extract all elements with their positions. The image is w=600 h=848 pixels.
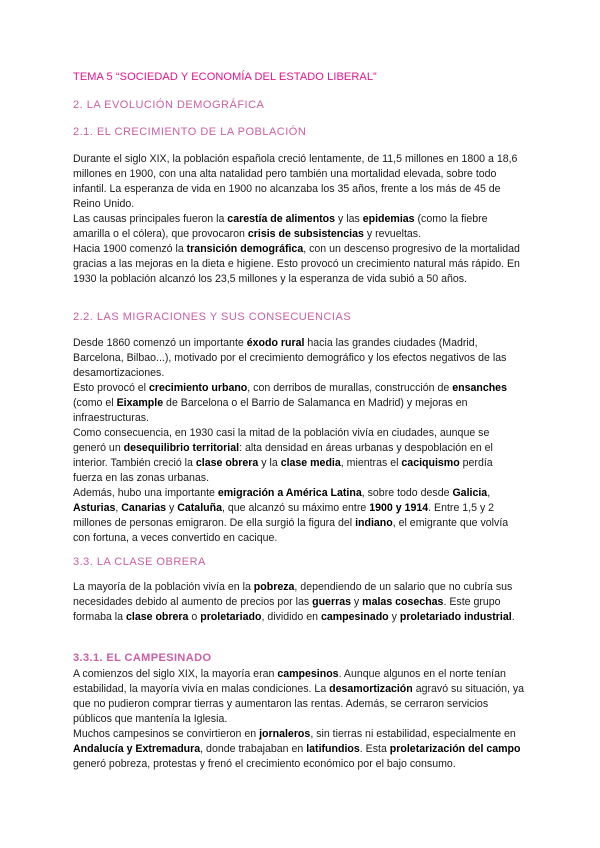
bold-term: campesinado [320,611,389,623]
heading-population-growth: 2.1. EL CRECIMIENTO DE LA POBLACIÓN [73,126,307,138]
paragraph [73,580,525,625]
bold-term: crisis de subsistencias [247,228,364,240]
text-run: , mientras el [340,457,402,469]
bold-term: clase media [280,457,341,469]
bold-term: Eixample [116,397,164,409]
peasantry-section [73,667,525,772]
text-run: , [487,487,491,499]
text-run: : alta densidad en áreas urbanas y despoblación en el interior. También creció la [73,442,493,469]
text-run: Además, hubo una importante [73,487,218,499]
text-run: o [188,611,201,623]
bold-term: proletariado industrial [399,611,512,623]
text-run: , sin tierras ni estabilidad, especialmente en [310,728,516,740]
bold-term: transición demográfica [186,243,304,255]
heading-working-class: 3.3. LA CLASE OBRERA [73,556,206,568]
text-run: Durante el siglo XIX, la población española creció lentamente, de 11,5 millones en 1800 a 18,6 millones en 1900, con una alta natalidad pero también una mortalidad elevada, sobre todo infantil. La esperanza de vida en 1900 no alcanzaba los 35 años, frente a los más de 45 de Reino Unido. [73,153,518,210]
bold-term: indiano [355,517,393,529]
bold-term: 1900 y 1914 [369,502,429,514]
paragraph [73,381,525,426]
bold-term: crecimiento urbano [148,382,248,394]
bold-term: emigración a América Latina [217,487,362,499]
migrations-section [73,336,525,546]
bold-term: Andalucía y Extremadura [73,743,201,755]
text-run: de Barcelona o el Barrio de Salamanca en Madrid) y mejoras en infraestructuras. [73,397,468,424]
text-run: y revueltas. [363,228,422,240]
bold-term: caciquismo [401,457,460,469]
text-run: y las [335,213,363,225]
text-run: y [388,611,400,623]
text-run: , dependiendo de un salario que no cubría sus necesidades debido al aumento de precios por las [73,581,513,608]
heading-migrations: 2.2. LAS MIGRACIONES Y SUS CONSECUENCIAS [73,311,352,323]
bold-term: proletarización del campo [389,743,521,755]
text-run: Como consecuencia, en 1930 casi la mitad de la población vivía en ciudades, aunque se generó un [73,427,490,454]
text-run: Desde 1860 comenzó un importante [73,337,247,349]
paragraph [73,336,525,381]
text-run: . Este grupo formaba la [73,596,501,623]
text-run: , dividido en [261,611,321,623]
text-run: perdía fuerza en las zonas urbanas. [73,457,493,484]
bold-term: carestía de alimentos [227,213,336,225]
paragraph [73,486,525,546]
document-title: TEMA 5 “SOCIEDAD Y ECONOMÍA DEL ESTADO LIBERAL” [73,71,377,83]
text-run: Muchos campesinos se convirtieron en [73,728,260,740]
text-run: , con derribos de murallas, construcción de [247,382,453,394]
bold-term: desamortización [329,683,413,695]
bold-term: clase obrera [126,611,189,623]
bold-term: latifundios [306,743,360,755]
paragraph [73,242,525,287]
paragraph [73,426,525,486]
bold-term: malas cosechas [362,596,444,608]
bold-term: éxodo rural [246,337,305,349]
bold-term: clase obrera [195,457,259,469]
bold-term: Cataluña [177,502,222,514]
text-run: (como la fiebre amarilla o el cólera), que provocaron [73,213,488,240]
text-run: La mayoría de la población vivía en la [73,581,254,593]
heading-demographic-evolution: 2. LA EVOLUCIÓN DEMOGRÁFICA [73,99,265,111]
text-run: (como el [73,397,117,409]
text-run: , que alcanzó su máximo entre [221,502,370,514]
paragraph [73,212,525,242]
text-run: . Aunque algunos en el norte tenían estabilidad, la mayoría vivía en malas condiciones. La [73,668,506,695]
text-run: . Entre 1,5 y 2 millones de personas emigraron. De ella surgió la figura del [73,502,495,529]
text-run: . Esta [359,743,390,755]
bold-term: guerras [312,596,351,608]
text-run: , con un descenso progresivo de la mortalidad gracias a las mejoras en la dieta e higiene. Esto provocó un crecimiento natural más rápido. En 1930 la población alcanzó los 23,5 millones y la esperanza de vida subió a 50 años. [73,243,520,285]
paragraph [73,727,525,772]
text-run: , donde trabajaban en [200,743,307,755]
paragraph [73,152,525,212]
bold-term: Galicia [452,487,488,499]
text-run: y [350,596,363,608]
population-growth-section [73,152,525,287]
text-run: A comienzos del siglo XIX, la mayoría eran [73,668,278,680]
bold-term: epidemias [362,213,415,225]
paragraph [73,667,525,727]
text-run: hacia las grandes ciudades (Madrid, Barcelona, Bilbao...), motivado por el crecimiento demográfico y los efectos negativos de las desamortizaciones. [73,337,507,379]
heading-peasantry: 3.3.1. EL CAMPESINADO [73,652,212,664]
bold-term: Asturias [73,502,116,514]
text-run: . [511,611,515,623]
text-run: , sobre todo desde [361,487,453,499]
working-class-section [73,580,525,625]
text-run: Las causas principales fueron la [73,213,228,225]
text-run: y la [258,457,281,469]
bold-term: Canarias [121,502,167,514]
text-run: generó pobreza, protestas y frenó el crecimiento económico por el bajo consumo. [73,758,456,770]
bold-term: desequilibrio territorial [123,442,240,454]
bold-term: pobreza [253,581,295,593]
text-run: Esto provocó el [73,382,149,394]
bold-term: campesinos [277,668,339,680]
bold-term: ensanches [452,382,507,394]
text-run: , [115,502,122,514]
text-run: , el emigrante que volvía con fortuna, a veces convertido en cacique. [73,517,509,544]
text-run: y [166,502,178,514]
text-run: Hacia 1900 comenzó la [73,243,187,255]
text-run: agravó su situación, ya que no pudieron comprar tierras y aumentaron las rentas. Además, se cerraron servicios públicos que mantenía la Iglesia. [73,683,525,725]
bold-term: jornaleros [259,728,311,740]
bold-term: proletariado [200,611,262,623]
